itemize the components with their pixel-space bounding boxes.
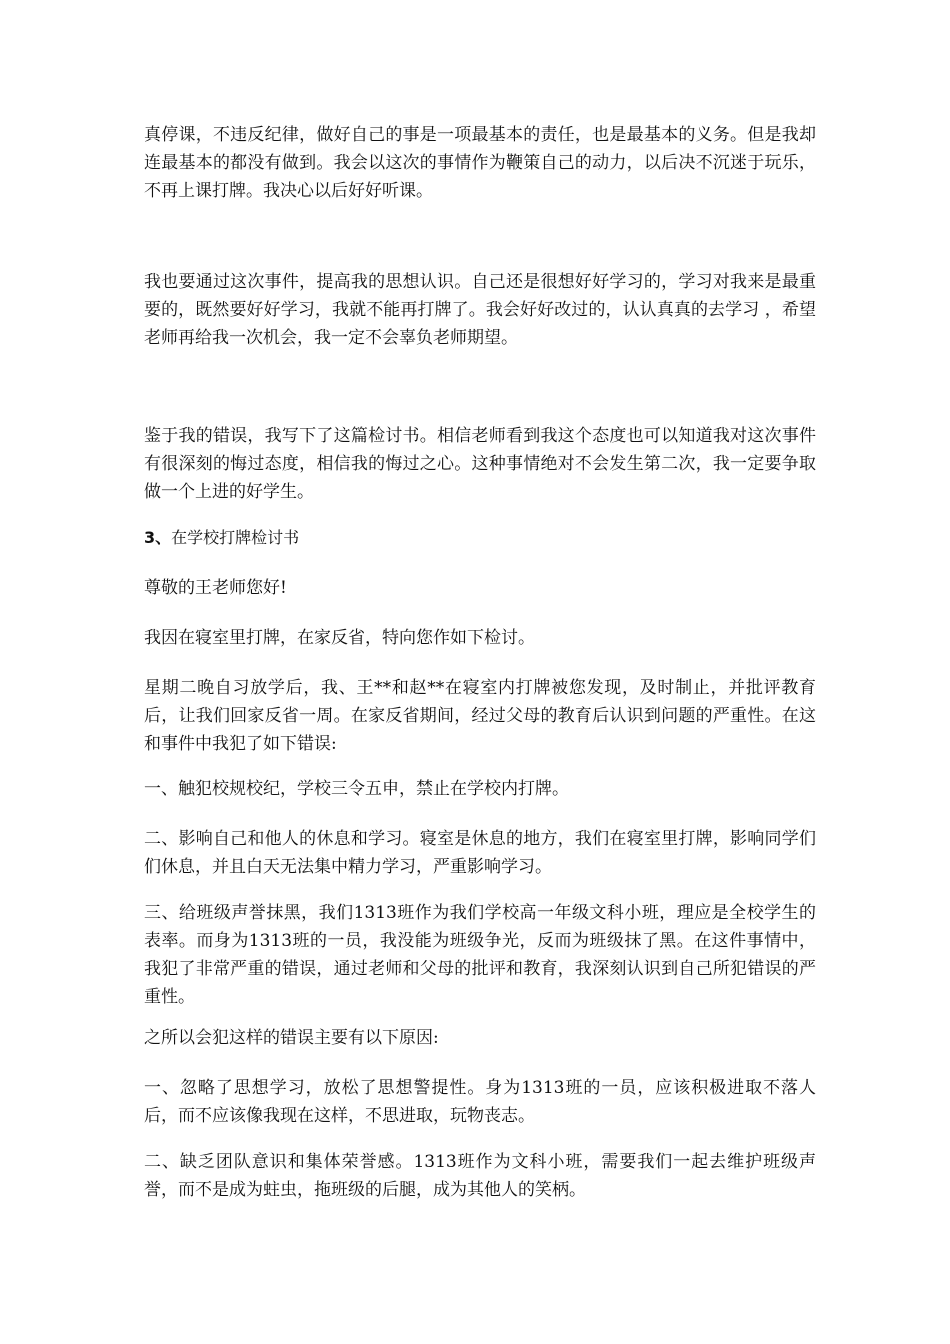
- section-heading-text: 在学校打牌检讨书: [171, 528, 300, 547]
- paragraph-conclusion: 鉴于我的错误，我写下了这篇检讨书。相信老师看到我这个态度也可以知道我对这次事件有很深刻的悔过态度，相信我的悔过之心。这种事情绝对不会发生第二次，我一定要争取做一个上进的好学生。: [144, 426, 816, 502]
- opening-statement: 我因在寝室里打牌，在家反省，特向您作如下检讨。: [144, 628, 535, 648]
- paragraph-improve-awareness: 我也要通过这次事件，提高我的思想认识。自己还是很想好好学习的，学习对我来是最重要的，既然要好好学习，我就不能再打牌了。我会好好改过的，认认真真的去学习 ，希望老师再给我一次机会，我一定不会辜负老师期望。: [144, 272, 816, 348]
- reason-item-1: 一、忽略了思想学习，放松了思想警提性。身为1313班的一员，应该积极进取不落人后，而不应该像我现在这样，不思进取，玩物丧志。: [144, 1078, 816, 1126]
- error-item-1: 一、触犯校规校纪，学校三令五申，禁止在学校内打牌。: [144, 779, 569, 799]
- reason-item-2: 二、缺乏团队意识和集体荣誉感。1313班作为文科小班，需要我们一起去维护班级声誉，而不是成为蛀虫，拖班级的后腿，成为其他人的笑柄。: [144, 1152, 816, 1200]
- error-item-3: 三、给班级声誉抹黑，我们1313班作为我们学校高一年级文科小班，理应是全校学生的表率。而身为1313班的一员，我没能为班级争光，反而为班级抹了黑。在这件事情中，我犯了非常严重的错误，通过老师和父母的批评和教育，我深刻认识到自己所犯错误的严重性。: [144, 903, 816, 1007]
- salutation: 尊敬的王老师您好!: [144, 578, 287, 598]
- section-heading-number: 3、: [144, 528, 172, 547]
- incident-description: 星期二晚自习放学后，我、王**和赵**在寝室内打牌被您发现，及时制止，并批评教育后，让我们回家反省一周。在家反省期间，经过父母的教育后认识到问题的严重性。在这和事件中我犯了如下错误:: [144, 678, 816, 754]
- error-item-2: 二、影响自己和他人的休息和学习。寝室是休息的地方，我们在寝室里打牌，影响同学们们休息，并且白天无法集中精力学习，严重影响学习。: [144, 829, 816, 877]
- section-heading: [144, 524, 816, 552]
- paragraph-resolution: 真停课，不违反纪律，做好自己的事是一项最基本的责任，也是最基本的义务。但是我却连最基本的都没有做到。我会以这次的事情作为鞭策自己的动力，以后决不沉迷于玩乐，不再上课打牌。我决心以后好好听课。: [144, 125, 816, 201]
- reasons-intro: 之所以会犯这样的错误主要有以下原因:: [144, 1028, 439, 1048]
